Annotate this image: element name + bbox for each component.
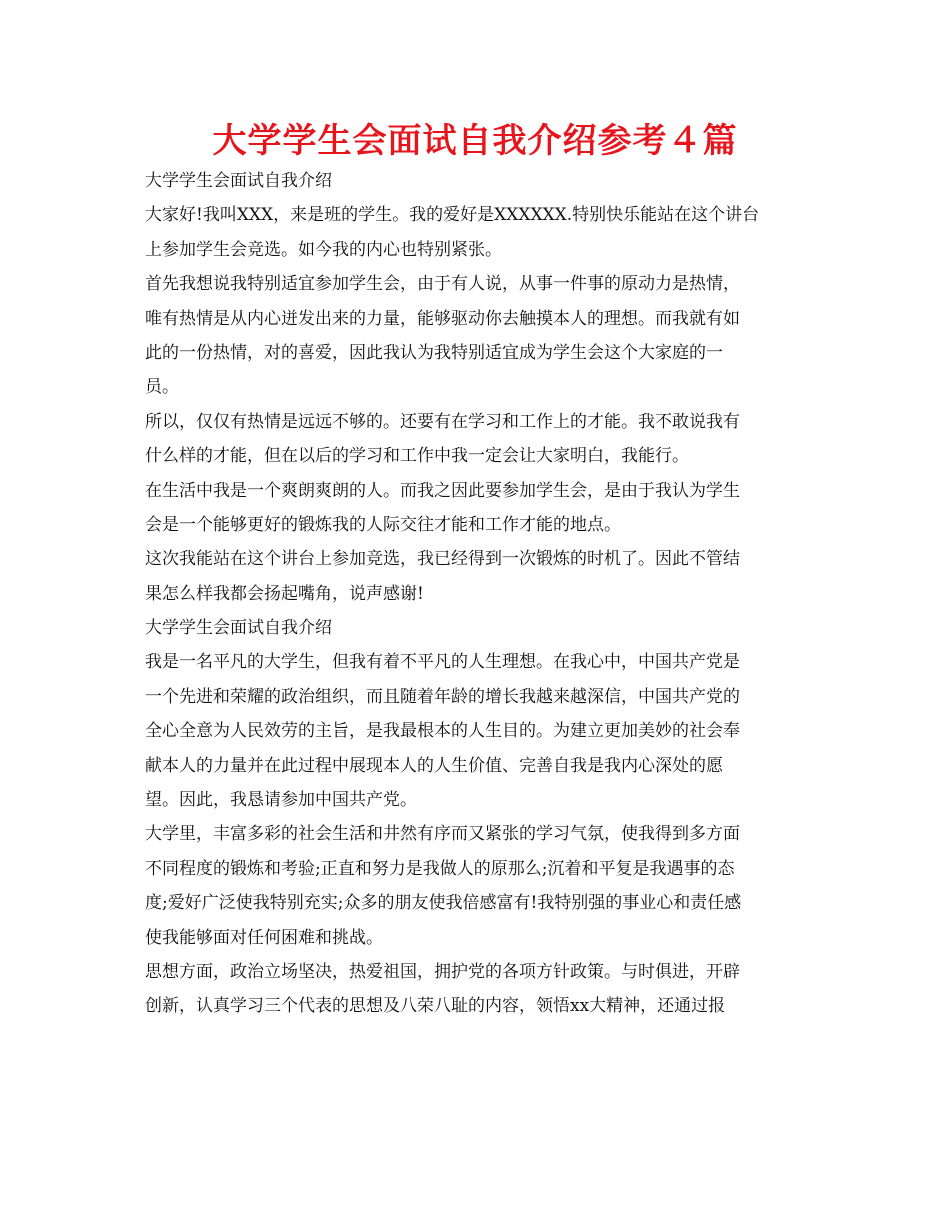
- text-line: 献本人的力量并在此过程中展现本人的人生价值、完善自我是我内心深处的愿: [145, 755, 723, 776]
- text-line: 一个先进和荣耀的政治组织，而且随着年龄的增长我越来越深信，中国共产党的: [145, 686, 740, 707]
- text-line: 度;爱好广泛使我特别充实;众多的朋友使我倍感富有!我特别强的事业心和责任感: [145, 893, 742, 914]
- text-line: 员。: [145, 377, 179, 398]
- text-line: 此的一份热情，对的喜爱，因此我认为我特别适宜成为学生会这个大家庭的一: [145, 342, 723, 363]
- document-title: 大学学生会面试自我介绍参考４篇: [212, 121, 738, 161]
- text-line: 会是一个能够更好的锻炼我的人际交往才能和工作才能的地点。: [145, 514, 621, 535]
- text-line: 上参加学生会竞选。如今我的内心也特别紧张。: [145, 239, 502, 260]
- document-body: [145, 164, 815, 1024]
- text-line: 全心全意为人民效劳的主旨，是我最根本的人生目的。为建立更加美妙的社会奉: [145, 721, 740, 742]
- text-line: 首先我想说我特别适宜参加学生会，由于有人说，从事一件事的原动力是热情，: [145, 274, 740, 295]
- text-line: 不同程度的锻炼和考验;正直和努力是我做人的原那么;沉着和平复是我遇事的态: [145, 858, 735, 879]
- text-line: 创新，认真学习三个代表的思想及八荣八耻的内容，领悟xx大精神，还通过报: [145, 996, 726, 1017]
- text-line: 我是一名平凡的大学生，但我有着不平凡的人生理想。在我心中，中国共产党是: [145, 652, 740, 673]
- text-line: 唯有热情是从内心迸发出来的力量，能够驱动你去触摸本人的理想。而我就有如: [145, 308, 740, 329]
- text-line: 大学学生会面试自我介绍: [145, 618, 332, 639]
- text-line: 望。因此，我恳请参加中国共产党。: [145, 790, 417, 811]
- text-line: 这次我能站在这个讲台上参加竞选，我已经得到一次锻炼的时机了。因此不管结: [145, 549, 740, 570]
- text-line: 使我能够面对任何困难和挑战。: [145, 927, 383, 948]
- text-line: 大家好!我叫XXX，来是班的学生。我的爱好是XXXXXX.特别快乐能站在这个讲台: [145, 205, 760, 226]
- text-line: 在生活中我是一个爽朗爽朗的人。而我之因此要参加学生会，是由于我认为学生: [145, 480, 740, 501]
- text-line: 果怎么样我都会扬起嘴角，说声感谢!: [145, 583, 424, 604]
- text-line: 大学学生会面试自我介绍: [145, 171, 332, 191]
- text-line: 所以，仅仅有热情是远远不够的。还要有在学习和工作上的才能。我不敢说我有: [145, 411, 740, 432]
- text-line: 大学里，丰富多彩的社会生活和井然有序而又紧张的学习气氛，使我得到多方面: [145, 824, 740, 845]
- text-line: 思想方面，政治立场坚决，热爱祖国，拥护党的各项方针政策。与时俱进，开辟: [145, 961, 740, 982]
- text-line: 什么样的才能，但在以后的学习和工作中我一定会让大家明白，我能行。: [145, 446, 689, 467]
